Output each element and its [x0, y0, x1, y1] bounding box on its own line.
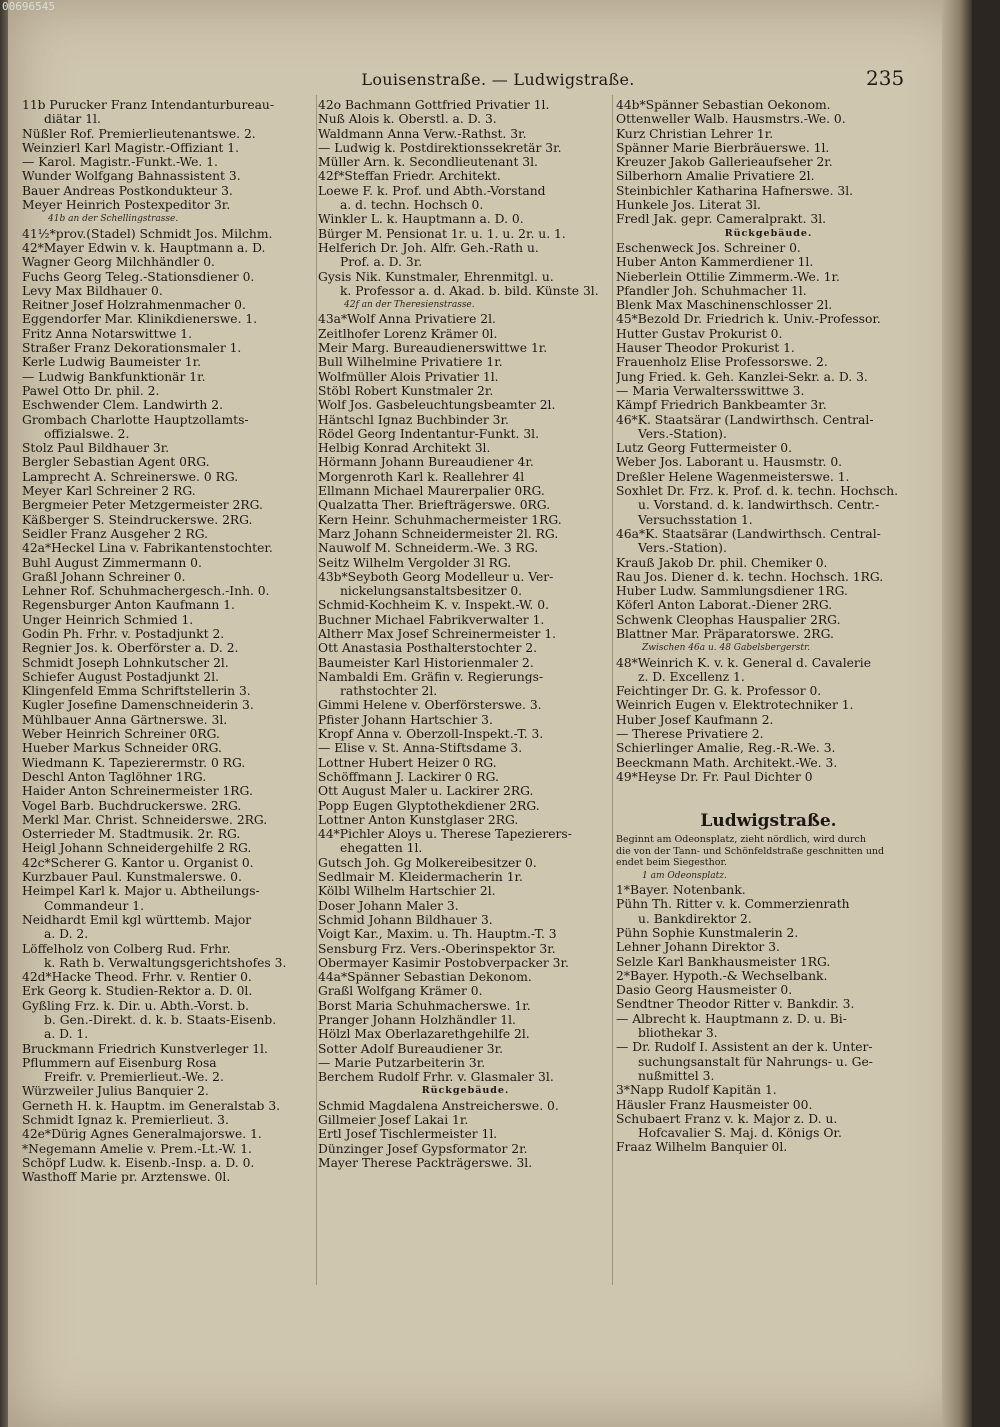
- cross-street-note: Zwischen 46a u. 48 Gabelsbergerstr.: [642, 643, 811, 654]
- directory-entry: Lottner Hubert Heizer 0 RG.: [318, 755, 497, 770]
- directory-entry: Hutter Gustav Prokurist 0.: [616, 326, 783, 341]
- directory-entry: Vogel Barb. Buchdruckerswe. 2RG.: [22, 798, 242, 813]
- page-edge: [942, 0, 972, 1427]
- directory-entry: Wasthoff Marie pr. Arztenswe. 0l.: [22, 1170, 231, 1185]
- directory-entry: Buchner Michael Fabrikverwalter 1.: [318, 612, 545, 627]
- directory-entry: Gillmeier Josef Lakai 1r.: [318, 1113, 469, 1128]
- directory-entry: 45*Bezold Dr. Friedrich k. Univ.-Professor.: [616, 312, 881, 327]
- directory-entry: Vers.-Station).: [638, 426, 727, 441]
- directory-entry: Qualzatta Ther. Briefträgerswe. 0RG.: [318, 498, 551, 513]
- directory-entry: Seidler Franz Ausgeher 2 RG.: [22, 526, 209, 541]
- directory-entry: Stolz Paul Bildhauer 3r.: [22, 441, 170, 456]
- column-2: [318, 98, 613, 1170]
- directory-entry: Obermayer Kasimir Postobverpacker 3r.: [318, 955, 569, 970]
- directory-entry: Loewe F. k. Prof. und Abth.-Vorstand: [318, 183, 546, 198]
- directory-entry: — Karol. Magistr.-Funkt.-We. 1.: [22, 155, 218, 170]
- directory-entry: Käßberger S. Steindruckerswe. 2RG.: [22, 512, 253, 527]
- directory-entry: Jung Fried. k. Geh. Kanzlei-Sekr. a. D. 3.: [616, 369, 868, 384]
- directory-entry: Lutz Georg Futtermeister 0.: [616, 441, 792, 456]
- directory-entry: Reitner Josef Holzrahmenmacher 0.: [22, 298, 246, 313]
- directory-entry: Erk Georg k. Studien-Rektor a. D. 0l.: [22, 984, 253, 999]
- directory-entry: 11b Purucker Franz Intendanturbureau-: [22, 98, 275, 112]
- directory-entry: Häntschl Ignaz Buchbinder 3r.: [318, 412, 509, 427]
- directory-entry: Schmidt Joseph Lohnkutscher 2l.: [22, 655, 229, 670]
- directory-entry: Straßer Franz Dekorationsmaler 1.: [22, 341, 242, 356]
- directory-entry: Pranger Johann Holzhändler 1l.: [318, 1013, 516, 1027]
- directory-entry: Hofcavalier S. Maj. d. Königs Or.: [638, 1126, 842, 1141]
- directory-entry: Kurz Christian Lehrer 1r.: [616, 126, 774, 141]
- directory-entry: b. Gen.-Direkt. d. k. b. Staats-Eisenb.: [44, 1013, 277, 1027]
- directory-entry: Müller Arn. k. Secondlieutenant 3l.: [318, 155, 538, 170]
- directory-entry: Haider Anton Schreinermeister 1RG.: [22, 784, 253, 799]
- directory-entry: Kropf Anna v. Oberzoll-Inspekt.-T. 3.: [318, 727, 544, 742]
- directory-entry: Marz Johann Schneidermeister 2l. RG.: [318, 526, 559, 541]
- directory-entry: Waldmann Anna Verw.-Rathst. 3r.: [318, 126, 527, 141]
- directory-entry: Schöffmann J. Lackirer 0 RG.: [318, 769, 499, 784]
- directory-entry: Deschl Anton Taglöhner 1RG.: [22, 769, 207, 784]
- directory-entry: Dünzinger Josef Gypsformator 2r.: [318, 1141, 528, 1156]
- directory-entry: Regensburger Anton Kaufmann 1.: [22, 598, 235, 613]
- directory-entry: offizialswe. 2.: [44, 426, 130, 441]
- directory-entry: Baumeister Karl Historienmaler 2.: [318, 655, 534, 670]
- directory-entry: Beeckmann Math. Architekt.-We. 3.: [616, 755, 838, 770]
- directory-entry: Sotter Adolf Bureaudiener 3r.: [318, 1041, 504, 1056]
- section-subheading: Rückgebäude.: [724, 227, 813, 239]
- directory-entry: Sendtner Theodor Ritter v. Bankdir. 3.: [616, 997, 855, 1012]
- directory-entry: Stöbl Robert Kunstmaler 2r.: [318, 383, 494, 398]
- directory-entry: Fraaz Wilhelm Banquier 0l.: [616, 1140, 788, 1155]
- column-3: [616, 98, 921, 1155]
- directory-entry: nußmittel 3.: [638, 1068, 715, 1083]
- directory-entry: Eschwender Clem. Landwirth 2.: [22, 398, 223, 413]
- directory-entry: Commandeur 1.: [44, 898, 144, 913]
- directory-entry: Kugler Josefine Damenschneiderin 3.: [22, 698, 254, 713]
- directory-entry: Wolfmüller Alois Privatier 1l.: [318, 369, 499, 384]
- directory-entry: Helferich Dr. Joh. Alfr. Geh.-Rath u.: [318, 240, 539, 255]
- directory-entry: bliothekar 3.: [638, 1026, 718, 1041]
- directory-entry: Wunder Wolfgang Bahnassistent 3.: [22, 169, 241, 184]
- directory-entry: Krauß Jakob Dr. phil. Chemiker 0.: [616, 555, 828, 570]
- directory-entry: Unger Heinrich Schmied 1.: [22, 612, 194, 627]
- directory-entry: Dasio Georg Hausmeister 0.: [616, 983, 793, 998]
- directory-entry: Wiedmann K. Tapezierermstr. 0 RG.: [22, 755, 246, 770]
- directory-entry: Mühlbauer Anna Gärtnerswe. 3l.: [22, 712, 228, 727]
- directory-entry: Neidhardt Emil kgl württemb. Major: [22, 912, 252, 927]
- directory-entry: Godin Ph. Frhr. v. Postadjunkt 2.: [22, 626, 225, 641]
- directory-entry: Meyer Heinrich Postexpeditor 3r.: [22, 198, 231, 213]
- directory-entry: — Dr. Rudolf I. Assistent an der k. Unter-: [616, 1040, 873, 1055]
- directory-entry: Freifr. v. Premierlieut.-We. 2.: [44, 1070, 224, 1085]
- directory-entry: 41½*prov.(Stadel) Schmidt Jos. Milchm.: [22, 226, 273, 241]
- directory-entry: Blattner Mar. Präparatorswe. 2RG.: [616, 626, 834, 641]
- directory-entry: z. D. Excellenz 1.: [638, 669, 745, 684]
- directory-entry: Löffelholz von Colberg Rud. Frhr.: [22, 941, 231, 956]
- directory-entry: Lamprecht A. Schreinerswe. 0 RG.: [22, 469, 239, 484]
- street-heading: Ludwigstraße.: [700, 811, 837, 832]
- directory-entry: Würzweiler Julius Banquier 2.: [22, 1084, 209, 1099]
- directory-entry: ehegatten 1l.: [340, 841, 423, 856]
- directory-entry: Rau Jos. Diener d. k. techn. Hochsch. 1RG.: [616, 569, 884, 584]
- directory-entry: Bergmeier Peter Metzgermeister 2RG.: [22, 498, 263, 513]
- directory-entry: Voigt Kar., Maxim. u. Th. Hauptm.-T. 3: [318, 927, 557, 942]
- directory-entry: a. D. 2.: [44, 927, 89, 942]
- directory-entry: Graßl Wolfgang Krämer 0.: [318, 984, 483, 999]
- directory-entry: Grombach Charlotte Hauptzollamts-: [22, 412, 249, 427]
- directory-entry: 43b*Seyboth Georg Modelleur u. Ver-: [318, 569, 554, 584]
- directory-entry: Levy Max Bildhauer 0.: [22, 283, 163, 298]
- directory-entry: Pfister Johann Hartschier 3.: [318, 712, 493, 727]
- directory-entry: Kölbl Wilhelm Hartschier 2l.: [318, 884, 496, 899]
- directory-entry: Lottner Anton Kunstglaser 2RG.: [318, 812, 519, 827]
- directory-entry: Gerneth H. k. Hauptm. im Generalstab 3.: [22, 1098, 281, 1113]
- directory-entry: Ertl Josef Tischlermeister 1l.: [318, 1127, 498, 1142]
- directory-entry: — Maria Verwaltersswittwe 3.: [616, 383, 805, 398]
- directory-entry: Nieberlein Ottilie Zimmerm.-We. 1r.: [616, 269, 840, 284]
- directory-entry: Nauwolf M. Schneiderm.-We. 3 RG.: [318, 541, 539, 556]
- spacer: [616, 792, 921, 800]
- directory-entry: Prof. a. D. 3r.: [340, 255, 423, 270]
- directory-entry: Schmid Johann Bildhauer 3.: [318, 912, 493, 927]
- running-head: Louisenstraße. — Ludwigstraße.: [361, 70, 635, 89]
- directory-entry: k. Professor a. d. Akad. b. bild. Künste 3l.: [340, 283, 599, 298]
- directory-entry: Frauenholz Elise Professorswe. 2.: [616, 355, 828, 370]
- directory-entry: a. D. 1.: [44, 1027, 89, 1042]
- directory-entry: Regnier Jos. k. Oberförster a. D. 2.: [22, 641, 239, 656]
- directory-entry: Winkler L. k. Hauptmann a. D. 0.: [318, 212, 524, 227]
- directory-entry: Sensburg Frz. Vers.-Oberinspektor 3r.: [318, 941, 556, 956]
- directory-entry: Nüßler Rof. Premierlieutenantswe. 2.: [22, 126, 256, 141]
- page-number: 235: [866, 66, 905, 90]
- directory-entry: Selzle Karl Bankhausmeister 1RG.: [616, 954, 831, 969]
- directory-entry: 48*Weinrich K. v. k. General d. Cavalerie: [616, 655, 872, 670]
- directory-entry: Spänner Marie Bierbräuerswe. 1l.: [616, 140, 830, 155]
- directory-entry: 42a*Heckel Lina v. Fabrikantenstochter.: [22, 541, 273, 556]
- directory-entry: Helbig Konrad Architekt 3l.: [318, 441, 491, 456]
- directory-entry: Bergler Sebastian Agent 0RG.: [22, 455, 210, 470]
- directory-entry: Vers.-Station).: [638, 541, 727, 556]
- directory-entry: Doser Johann Maler 3.: [318, 898, 459, 913]
- directory-entry: Gysis Nik. Kunstmaler, Ehrenmitgl. u.: [318, 269, 554, 284]
- document-page: [8, 0, 972, 1427]
- directory-entry: Schmid-Kochheim K. v. Inspekt.-W. 0.: [318, 598, 549, 613]
- directory-entry: 42c*Scherer G. Kantor u. Organist 0.: [22, 855, 254, 870]
- directory-entry: Ottenweller Walb. Hausmstrs.-We. 0.: [616, 112, 846, 127]
- directory-entry: 44b*Spänner Sebastian Oekonom.: [616, 98, 831, 112]
- directory-entry: 42e*Dürig Agnes Generalmajorswe. 1.: [22, 1127, 262, 1142]
- directory-entry: Ott August Maler u. Lackirer 2RG.: [318, 784, 534, 799]
- directory-entry: Heigl Johann Schneidergehilfe 2 RG.: [22, 841, 252, 856]
- directory-entry: Buhl August Zimmermann 0.: [22, 555, 202, 570]
- directory-entry: Köferl Anton Laborat.-Diener 2RG.: [616, 598, 833, 613]
- street-description: Beginnt am Odeonsplatz, zieht nördlich, wird durch: [616, 834, 866, 846]
- directory-entry: Blenk Max Maschinenschlosser 2l.: [616, 298, 833, 313]
- directory-entry: Gimmi Helene v. Oberförsterswe. 3.: [318, 698, 542, 713]
- directory-entry: Ellmann Michael Maurerpalier 0RG.: [318, 484, 545, 499]
- cross-street-note: 41b an der Schellingstrasse.: [48, 214, 179, 225]
- section-subheading: Rückgebäude.: [421, 1085, 510, 1097]
- directory-entry: — Ludwig Bankfunktionär 1r.: [22, 369, 206, 384]
- directory-entry: Pühn Th. Ritter v. k. Commerzienrath: [616, 897, 850, 912]
- directory-entry: 49*Heyse Dr. Fr. Paul Dichter 0: [616, 769, 813, 784]
- directory-entry: — Marie Putzarbeiterin 3r.: [318, 1055, 486, 1070]
- directory-entry: Kerle Ludwig Baumeister 1r.: [22, 355, 202, 370]
- directory-entry: Schubaert Franz v. k. Major z. D. u.: [616, 1111, 838, 1126]
- directory-entry: Fredl Jak. gepr. Cameralprakt. 3l.: [616, 212, 827, 227]
- directory-entry: rathstochter 2l.: [340, 684, 438, 699]
- directory-entry: 42o Bachmann Gottfried Privatier 1l.: [318, 98, 550, 112]
- directory-entry: 42*Mayer Edwin v. k. Hauptmann a. D.: [22, 240, 266, 255]
- directory-entry: Ott Anastasia Posthalterstochter 2.: [318, 641, 537, 656]
- directory-entry: Meyer Karl Schreiner 2 RG.: [22, 484, 196, 499]
- directory-entry: Huber Josef Kaufmann 2.: [616, 712, 774, 727]
- directory-entry: 43a*Wolf Anna Privatiere 2l.: [318, 312, 496, 327]
- directory-entry: u. Bankdirektor 2.: [638, 911, 752, 926]
- directory-entry: Schwenk Cleophas Hauspalier 2RG.: [616, 612, 841, 627]
- directory-entry: Graßl Johann Schreiner 0.: [22, 569, 186, 584]
- directory-entry: Dreßler Helene Wagenmeisterswe. 1.: [616, 469, 850, 484]
- directory-entry: Mayer Therese Packträgerswe. 3l.: [318, 1155, 533, 1170]
- directory-entry: *Negemann Amelie v. Prem.-Lt.-W. 1.: [22, 1141, 252, 1156]
- directory-entry: Kern Heinr. Schuhmachermeister 1RG.: [318, 512, 562, 527]
- directory-entry: Kurzbauer Paul. Kunstmalerswe. 0.: [22, 870, 242, 885]
- directory-entry: k. Rath b. Verwaltungsgerichtshofes 3.: [44, 955, 287, 970]
- directory-entry: Berchem Rudolf Frhr. v. Glasmaler 3l.: [318, 1070, 554, 1085]
- street-description: die von der Tann- und Schönfeldstraße geschnitten und: [616, 845, 885, 857]
- directory-entry: — Elise v. St. Anna-Stiftsdame 3.: [318, 741, 523, 756]
- directory-entry: — Therese Privatiere 2.: [616, 727, 764, 742]
- directory-entry: Zeitlhofer Lorenz Krämer 0l.: [318, 326, 498, 341]
- directory-entry: Nuß Alois k. Oberstl. a. D. 3.: [318, 112, 497, 127]
- directory-entry: Eggendorfer Mar. Klinikdienerswe. 1.: [22, 312, 258, 327]
- directory-entry: Kreuzer Jakob Gallerieaufseher 2r.: [616, 155, 833, 170]
- directory-entry: Nambaldi Em. Gräfin v. Regierungs-: [318, 669, 544, 684]
- directory-entry: Weinzierl Karl Magistr.-Offiziant 1.: [22, 140, 239, 155]
- directory-entry: 44*Pichler Aloys u. Therese Tapezierers-: [318, 827, 572, 842]
- directory-entry: Wagner Georg Milchhändler 0.: [22, 255, 215, 270]
- directory-entry: Klingenfeld Emma Schriftstellerin 3.: [22, 684, 251, 699]
- directory-entry: Rödel Georg Indentantur-Funkt. 3l.: [318, 426, 539, 441]
- directory-entry: Hunkele Jos. Literat 3l.: [616, 198, 761, 213]
- directory-entry: Weber Jos. Laborant u. Hausmstr. 0.: [616, 455, 843, 470]
- directory-entry: 44a*Spänner Sebastian Dekonom.: [318, 970, 532, 985]
- directory-entry: Huber Ludw. Sammlungsdiener 1RG.: [616, 584, 848, 599]
- directory-entry: Pfandler Joh. Schuhmacher 1l.: [616, 283, 807, 298]
- directory-entry: Gutsch Joh. Gg Molkereibesitzer 0.: [318, 855, 537, 870]
- directory-entry: Pflummern auf Eisenburg Rosa: [22, 1055, 217, 1070]
- directory-entry: Steinbichler Katharina Hafnerswe. 3l.: [616, 183, 854, 198]
- directory-entry: Seitz Wilhelm Vergolder 3l RG.: [318, 555, 512, 570]
- directory-entry: Morgenroth Karl k. Reallehrer 4l: [318, 469, 525, 484]
- directory-entry: Weber Heinrich Schreiner 0RG.: [22, 727, 220, 742]
- directory-entry: Schierlinger Amalie, Reg.-R.-We. 3.: [616, 741, 836, 756]
- scan-identifier: 00696545: [2, 0, 55, 13]
- directory-entry: Wolf Jos. Gasbeleuchtungsbeamter 2l.: [318, 398, 556, 413]
- directory-entry: Schmidt Ignaz k. Premierlieut. 3.: [22, 1113, 229, 1128]
- directory-entry: Eschenweck Jos. Schreiner 0.: [616, 240, 801, 255]
- directory-entry: 3*Napp Rudolf Kapitän 1.: [616, 1083, 777, 1098]
- directory-entry: Sedlmair M. Kleidermacherin 1r.: [318, 870, 523, 885]
- directory-entry: Hauser Theodor Prokurist 1.: [616, 341, 795, 356]
- directory-entry: diätar 1l.: [44, 112, 101, 127]
- spacer: [616, 784, 921, 792]
- directory-entry: Schiefer August Postadjunkt 2l.: [22, 669, 220, 684]
- directory-entry: Altherr Max Josef Schreinermeister 1.: [318, 626, 557, 641]
- directory-entry: Huber Anton Kammerdiener 1l.: [616, 255, 814, 270]
- directory-entry: 46*K. Staatsärar (Landwirthsch. Central-: [616, 412, 874, 427]
- directory-entry: Meir Marg. Bureaudienerswittwe 1r.: [318, 341, 548, 356]
- directory-entry: Hueber Markus Schneider 0RG.: [22, 741, 222, 756]
- directory-entry: Fritz Anna Notarswittwe 1.: [22, 326, 193, 341]
- directory-entry: 2*Bayer. Hypoth.-& Wechselbank.: [616, 968, 828, 983]
- directory-entry: 46a*K. Staatsärar (Landwirthsch. Central-: [616, 526, 881, 541]
- directory-entry: Heimpel Karl k. Major u. Abtheilungs-: [22, 884, 260, 899]
- directory-entry: Häusler Franz Hausmeister 00.: [616, 1097, 813, 1112]
- directory-entry: Bruckmann Friedrich Kunstverleger 1l.: [22, 1041, 268, 1056]
- directory-entry: Pawel Otto Dr. phil. 2.: [22, 383, 160, 398]
- directory-entry: Gyßling Frz. k. Dir. u. Abth.-Vorst. b.: [22, 998, 250, 1013]
- directory-entry: Lehner Rof. Schuhmachergesch.-Inh. 0.: [22, 584, 270, 599]
- directory-entry: Merkl Mar. Christ. Schneiderswe. 2RG.: [22, 812, 268, 827]
- directory-entry: Pühn Sophie Kunstmalerin 2.: [616, 925, 799, 940]
- directory-entry: Schöpf Ludw. k. Eisenb.-Insp. a. D. 0.: [22, 1155, 255, 1170]
- directory-entry: suchungsanstalt für Nahrungs- u. Ge-: [638, 1054, 873, 1069]
- directory-entry: 1*Bayer. Notenbank.: [616, 883, 746, 898]
- directory-entry: Schmid Magdalena Anstreicherswe. 0.: [318, 1098, 559, 1113]
- directory-entry: Bull Wilhelmine Privatiere 1r.: [318, 355, 503, 370]
- street-description: endet beim Siegesthor.: [616, 857, 727, 869]
- directory-entry: Bauer Andreas Postkondukteur 3.: [22, 183, 233, 198]
- column-1: [22, 98, 322, 1185]
- cross-street-note: 42f an der Theresienstrasse.: [344, 300, 475, 311]
- directory-entry: 42d*Hacke Theod. Frhr. v. Rentier 0.: [22, 970, 252, 985]
- cross-street-note: 1 am Odeonsplatz.: [642, 870, 727, 881]
- directory-entry: — Ludwig k. Postdirektionssekretär 3r.: [318, 140, 562, 155]
- directory-entry: Soxhlet Dr. Frz. k. Prof. d. k. techn. Hochsch.: [616, 484, 899, 499]
- directory-entry: a. d. techn. Hochsch 0.: [340, 198, 484, 213]
- directory-entry: Hörmann Johann Bureaudiener 4r.: [318, 455, 534, 470]
- directory-entry: Hölzl Max Oberlazarethgehilfe 2l.: [318, 1027, 530, 1042]
- directory-entry: Silberhorn Amalie Privatiere 2l.: [616, 169, 815, 184]
- directory-entry: 42f*Steffan Friedr. Architekt.: [318, 169, 501, 184]
- directory-entry: Versuchsstation 1.: [638, 512, 753, 527]
- spacer: [616, 800, 921, 808]
- directory-entry: u. Vorstand. d. k. landwirthsch. Centr.-: [638, 498, 880, 513]
- directory-entry: Kämpf Friedrich Bankbeamter 3r.: [616, 398, 827, 413]
- directory-entry: Feichtinger Dr. G. k. Professor 0.: [616, 684, 822, 699]
- directory-entry: — Albrecht k. Hauptmann z. D. u. Bi-: [616, 1011, 847, 1026]
- directory-entry: nickelungsanstaltsbesitzer 0.: [340, 584, 523, 599]
- directory-entry: Popp Eugen Glyptothekdiener 2RG.: [318, 798, 540, 813]
- directory-entry: Borst Maria Schuhmacherswe. 1r.: [318, 998, 531, 1013]
- directory-entry: Osterrieder M. Stadtmusik. 2r. RG.: [22, 827, 241, 842]
- directory-entry: Weinrich Eugen v. Elektrotechniker 1.: [616, 698, 854, 713]
- directory-entry: Fuchs Georg Teleg.-Stationsdiener 0.: [22, 269, 255, 284]
- directory-entry: Lehner Johann Direktor 3.: [616, 940, 780, 955]
- directory-entry: Bürger M. Pensionat 1r. u. 1. u. 2r. u. 1.: [318, 226, 566, 241]
